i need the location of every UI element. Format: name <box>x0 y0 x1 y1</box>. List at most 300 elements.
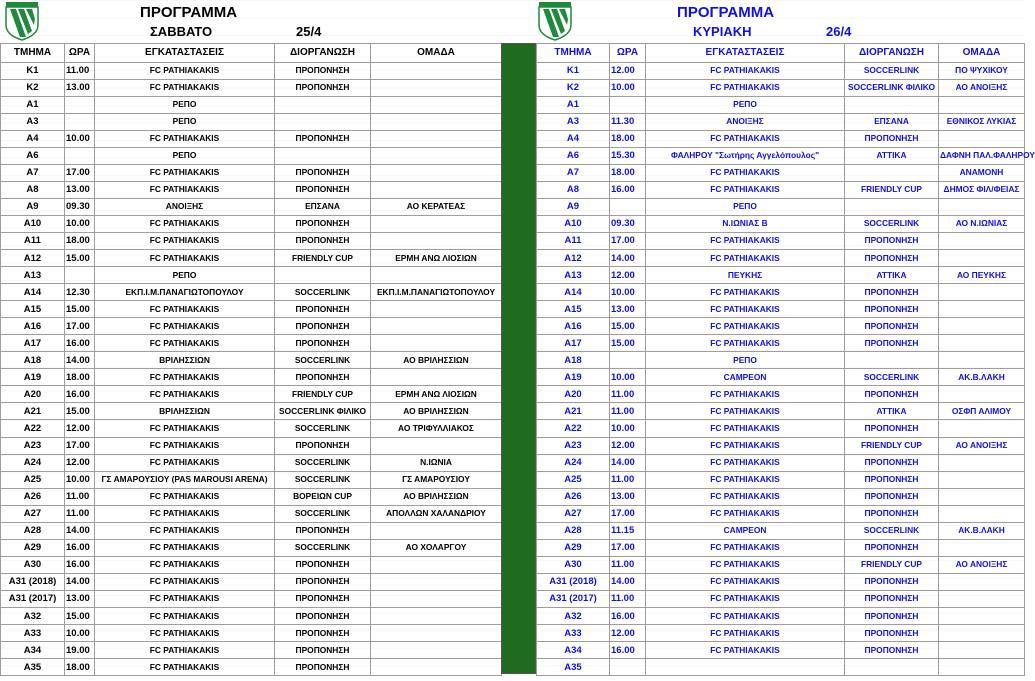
table-row <box>1 625 502 642</box>
competition-cell: ΒΟΡΕΙΩΝ CUP <box>275 488 371 505</box>
venue-cell: ΡΕΠΟ <box>646 96 845 113</box>
table-row <box>1 420 502 437</box>
venue-cell: FC ΡΑΤΗΙΑΚΑΚΙS <box>646 573 845 590</box>
header-cell: ΔΙΟΡΓΑΝΩΣΗ <box>275 44 371 63</box>
table-row <box>537 198 1025 215</box>
time-cell: 12.00 <box>65 454 95 471</box>
competition-cell: SOCCERLINK <box>845 369 939 386</box>
venue-cell: FC ΡΑΤΗΙΑΚΑΚΙS <box>646 471 845 488</box>
competition-cell: ΠΡΟΠΟΝΗΣΗ <box>275 625 371 642</box>
competition-cell: ΠΡΟΠΟΝΗΣΗ <box>845 454 939 471</box>
header-cell: ΩΡΑ <box>65 44 95 63</box>
table-row <box>1 556 502 573</box>
venue-cell: FC ΡΑΤΗΙΑΚΑΚΙS <box>95 437 275 454</box>
table-row <box>1 659 502 676</box>
venue-cell: FC ΡΑΤΗΙΑΚΑΚΙS <box>95 62 275 79</box>
header-cell: ΩΡΑ <box>610 44 646 63</box>
time-cell: 14.00 <box>65 573 95 590</box>
time-cell: 17.00 <box>65 437 95 454</box>
venue-cell: FC ΡΑΤΗΙΑΚΑΚΙS <box>95 659 275 676</box>
table-row <box>537 113 1025 130</box>
competition-cell: ΠΡΟΠΟΝΗΣΗ <box>845 590 939 607</box>
competition-cell <box>845 198 939 215</box>
table-row <box>1 403 502 420</box>
venue-cell: ΡΕΠΟ <box>95 96 275 113</box>
competition-cell: ΠΡΟΠΟΝΗΣΗ <box>275 181 371 198</box>
time-cell: 17.00 <box>610 539 646 556</box>
opponent-cell <box>371 625 502 642</box>
competition-cell: SOCCERLINK ΦΙΛΙΚΟ <box>845 79 939 96</box>
time-cell: 11.00 <box>610 386 646 403</box>
opponent-cell <box>939 198 1025 215</box>
venue-cell: FC ΡΑΤΗΙΑΚΑΚΙS <box>646 403 845 420</box>
opponent-cell <box>371 130 502 147</box>
team-cell: A18 <box>537 352 610 369</box>
team-cell: A19 <box>537 369 610 386</box>
competition-cell <box>845 96 939 113</box>
opponent-cell <box>371 232 502 249</box>
opponent-cell: ΑΟ ΒΡΙΛΗΣΣΙΩΝ <box>371 403 502 420</box>
competition-cell: ΠΡΟΠΟΝΗΣΗ <box>275 318 371 335</box>
venue-cell: FC ΡΑΤΗΙΑΚΑΚΙS <box>646 590 845 607</box>
opponent-cell <box>939 386 1025 403</box>
competition-cell: ΠΡΟΠΟΝΗΣΗ <box>275 301 371 318</box>
venue-cell: FC ΡΑΤΗΙΑΚΑΚΙS <box>646 335 845 352</box>
team-cell: K1 <box>537 62 610 79</box>
venue-cell <box>646 659 845 676</box>
opponent-cell <box>371 215 502 232</box>
table-row <box>537 301 1025 318</box>
opponent-cell <box>939 454 1025 471</box>
venue-cell: FC ΡΑΤΗΙΑΚΑΚΙS <box>95 130 275 147</box>
venue-cell: ΑΝΟΙΞΗΣ <box>95 198 275 215</box>
team-cell: A29 <box>537 539 610 556</box>
venue-cell: FC ΡΑΤΗΙΑΚΑΚΙS <box>95 215 275 232</box>
time-cell <box>610 198 646 215</box>
competition-cell: ΠΡΟΠΟΝΗΣΗ <box>845 232 939 249</box>
venue-cell: FC ΡΑΤΗΙΑΚΑΚΙS <box>95 556 275 573</box>
opponent-cell: ΔΑΦΝΗ ΠΑΛ.ΦΑΛΗΡΟΥ <box>939 147 1025 164</box>
time-cell <box>65 96 95 113</box>
team-cell: A34 <box>537 642 610 659</box>
table-header-row <box>537 44 1025 63</box>
table-row <box>537 130 1025 147</box>
venue-cell: ΒΡΙΛΗΣΣΙΩΝ <box>95 403 275 420</box>
venue-cell: ΡΕΠΟ <box>95 147 275 164</box>
opponent-cell: ΑΟ ΒΡΙΛΗΣΣΙΩΝ <box>371 352 502 369</box>
table-row <box>1 573 502 590</box>
opponent-cell <box>371 573 502 590</box>
time-cell: 11.30 <box>610 113 646 130</box>
competition-cell <box>275 113 371 130</box>
team-cell: A15 <box>1 301 65 318</box>
competition-cell: ΠΡΟΠΟΝΗΣΗ <box>275 130 371 147</box>
competition-cell: ΠΡΟΠΟΝΗΣΗ <box>275 164 371 181</box>
team-cell: A21 <box>1 403 65 420</box>
venue-cell: FC ΡΑΤΗΙΑΚΑΚΙS <box>95 488 275 505</box>
venue-cell: FC ΡΑΤΗΙΑΚΑΚΙS <box>95 335 275 352</box>
opponent-cell: ΕΡΜΗ ΑΝΩ ΛΙΟΣΙΩΝ <box>371 386 502 403</box>
time-cell: 17.00 <box>65 164 95 181</box>
venue-cell: FC ΡΑΤΗΙΑΚΑΚΙS <box>95 386 275 403</box>
venue-cell: FC ΡΑΤΗΙΑΚΑΚΙS <box>95 522 275 539</box>
team-cell: A13 <box>537 267 610 284</box>
opponent-cell: Ν.ΙΩΝΙΑ <box>371 454 502 471</box>
team-cell: A6 <box>1 147 65 164</box>
team-cell: A19 <box>1 369 65 386</box>
table-row <box>537 608 1025 625</box>
team-cell: A15 <box>537 301 610 318</box>
opponent-cell <box>939 590 1025 607</box>
opponent-cell: ΕΘΝΙΚΟΣ ΛΥΚΙΑΣ <box>939 113 1025 130</box>
opponent-cell <box>939 471 1025 488</box>
table-row <box>1 79 502 96</box>
table-row <box>537 642 1025 659</box>
competition-cell: ΠΡΟΠΟΝΗΣΗ <box>845 250 939 267</box>
time-cell: 18.00 <box>610 164 646 181</box>
team-cell: A11 <box>537 232 610 249</box>
team-cell: A1 <box>1 96 65 113</box>
team-cell: A28 <box>1 522 65 539</box>
table-row <box>1 284 502 301</box>
table-row <box>1 488 502 505</box>
opponent-cell <box>939 625 1025 642</box>
venue-cell: FC ΡΑΤΗΙΑΚΑΚΙS <box>95 369 275 386</box>
competition-cell <box>845 164 939 181</box>
table-row <box>537 522 1025 539</box>
time-cell: 10.00 <box>610 284 646 301</box>
team-cell: A31 (2017) <box>537 590 610 607</box>
competition-cell <box>845 659 939 676</box>
time-cell: 13.00 <box>610 301 646 318</box>
table-row <box>537 539 1025 556</box>
team-cell: A8 <box>537 181 610 198</box>
club-crest-icon <box>4 1 40 41</box>
team-cell: A32 <box>537 608 610 625</box>
table-row <box>537 335 1025 352</box>
team-cell: A7 <box>1 164 65 181</box>
time-cell: 16.00 <box>610 608 646 625</box>
saturday-title: ΠΡΟΓΡΑΜΜΑ <box>140 4 238 21</box>
venue-cell: FC ΡΑΤΗΙΑΚΑΚΙS <box>95 301 275 318</box>
competition-cell: ΠΡΟΠΟΝΗΣΗ <box>275 79 371 96</box>
table-row <box>537 352 1025 369</box>
team-cell: A13 <box>1 267 65 284</box>
competition-cell: SOCCERLINK <box>845 62 939 79</box>
opponent-cell: ΑΝΑΜΟΝΗ <box>939 164 1025 181</box>
opponent-cell <box>371 608 502 625</box>
sunday-day: ΚΥΡΙΑΚΗ <box>693 24 752 39</box>
team-cell: A6 <box>537 147 610 164</box>
table-row <box>1 437 502 454</box>
time-cell: 15.00 <box>65 250 95 267</box>
time-cell: 10.00 <box>610 369 646 386</box>
opponent-cell: ΠΟ ΨΥΧΙΚΟΥ <box>939 62 1025 79</box>
team-cell: A27 <box>1 505 65 522</box>
venue-cell: ΡΕΠΟ <box>95 113 275 130</box>
competition-cell: ΑΤΤΙΚΑ <box>845 403 939 420</box>
opponent-cell <box>939 318 1025 335</box>
competition-cell: ΠΡΟΠΟΝΗΣΗ <box>275 642 371 659</box>
table-row <box>537 318 1025 335</box>
competition-cell: ΠΡΟΠΟΝΗΣΗ <box>275 62 371 79</box>
table-row <box>537 267 1025 284</box>
table-row <box>537 369 1025 386</box>
opponent-cell <box>371 96 502 113</box>
table-row <box>1 471 502 488</box>
time-cell: 19.00 <box>65 642 95 659</box>
opponent-cell <box>371 267 502 284</box>
venue-cell: FC ΡΑΤΗΙΑΚΑΚΙS <box>95 625 275 642</box>
header-cell: ΕΓΚΑΤΑΣΤΑΣΕΙΣ <box>95 44 275 63</box>
team-cell: A24 <box>1 454 65 471</box>
venue-cell: FC ΡΑΤΗΙΑΚΑΚΙS <box>95 250 275 267</box>
time-cell: 11.00 <box>65 62 95 79</box>
table-row <box>1 590 502 607</box>
competition-cell: SOCCERLINK <box>275 454 371 471</box>
team-cell: A14 <box>1 284 65 301</box>
competition-cell: ΠΡΟΠΟΝΗΣΗ <box>845 625 939 642</box>
competition-cell: FRIENDLY CUP <box>845 437 939 454</box>
table-row <box>537 556 1025 573</box>
team-cell: A31 (2018) <box>537 573 610 590</box>
team-cell: A4 <box>537 130 610 147</box>
time-cell: 15.00 <box>65 608 95 625</box>
table-row <box>1 181 502 198</box>
team-cell: A26 <box>1 488 65 505</box>
opponent-cell <box>371 522 502 539</box>
saturday-day: ΣΑΒΒΑΤΟ <box>150 24 213 39</box>
opponent-cell <box>371 113 502 130</box>
team-cell: A10 <box>1 215 65 232</box>
competition-cell: ΑΤΤΙΚΑ <box>845 267 939 284</box>
time-cell: 14.00 <box>610 454 646 471</box>
time-cell: 13.00 <box>65 79 95 96</box>
competition-cell: ΠΡΟΠΟΝΗΣΗ <box>845 573 939 590</box>
venue-cell: FC ΡΑΤΗΙΑΚΑΚΙS <box>646 539 845 556</box>
time-cell: 18.00 <box>610 130 646 147</box>
team-cell: A27 <box>537 505 610 522</box>
table-row <box>537 625 1025 642</box>
team-cell: A32 <box>1 608 65 625</box>
time-cell: 18.00 <box>65 232 95 249</box>
time-cell: 18.00 <box>65 659 95 676</box>
time-cell: 13.00 <box>65 181 95 198</box>
time-cell: 13.00 <box>610 488 646 505</box>
venue-cell: ΡΕΠΟ <box>646 198 845 215</box>
opponent-cell: ΑΟ ΒΡΙΛΗΣΣΙΩΝ <box>371 488 502 505</box>
table-row <box>1 113 502 130</box>
venue-cell: ΑΝΟΙΞΗΣ <box>646 113 845 130</box>
table-row <box>1 267 502 284</box>
team-cell: A22 <box>537 420 610 437</box>
venue-cell: FC ΡΑΤΗΙΑΚΑΚΙS <box>646 608 845 625</box>
venue-cell: FC ΡΑΤΗΙΑΚΑΚΙS <box>646 62 845 79</box>
venue-cell: FC ΡΑΤΗΙΑΚΑΚΙS <box>646 505 845 522</box>
time-cell: 11.00 <box>610 403 646 420</box>
opponent-cell <box>939 539 1025 556</box>
time-cell: 12.30 <box>65 284 95 301</box>
competition-cell: ΠΡΟΠΟΝΗΣΗ <box>275 437 371 454</box>
venue-cell: FC ΡΑΤΗΙΑΚΑΚΙS <box>95 573 275 590</box>
table-row <box>537 471 1025 488</box>
competition-cell: ΠΡΟΠΟΝΗΣΗ <box>275 522 371 539</box>
venue-cell: FC ΡΑΤΗΙΑΚΑΚΙS <box>646 79 845 96</box>
competition-cell <box>275 147 371 164</box>
opponent-cell <box>371 556 502 573</box>
competition-cell: ΠΡΟΠΟΝΗΣΗ <box>275 369 371 386</box>
competition-cell: ΠΡΟΠΟΝΗΣΗ <box>275 590 371 607</box>
venue-cell: FC ΡΑΤΗΙΑΚΑΚΙS <box>95 181 275 198</box>
competition-cell: SOCCERLINK <box>845 522 939 539</box>
opponent-cell <box>371 369 502 386</box>
team-cell: A33 <box>1 625 65 642</box>
opponent-cell <box>371 301 502 318</box>
table-row <box>1 62 502 79</box>
table-row <box>1 198 502 215</box>
table-row <box>537 420 1025 437</box>
team-cell: A35 <box>1 659 65 676</box>
time-cell: 11.15 <box>610 522 646 539</box>
time-cell: 14.00 <box>610 250 646 267</box>
time-cell: 10.00 <box>65 130 95 147</box>
team-cell: A14 <box>537 284 610 301</box>
venue-cell: Ν.ΙΩΝΙΑΣ Β <box>646 215 845 232</box>
venue-cell: FC ΡΑΤΗΙΑΚΑΚΙS <box>646 437 845 454</box>
time-cell: 16.00 <box>65 539 95 556</box>
team-cell: A11 <box>1 232 65 249</box>
competition-cell: ΠΡΟΠΟΝΗΣΗ <box>275 335 371 352</box>
table-row <box>537 573 1025 590</box>
table-row <box>1 386 502 403</box>
opponent-cell <box>939 505 1025 522</box>
saturday-schedule-table <box>0 43 502 676</box>
time-cell: 17.00 <box>610 505 646 522</box>
header-cell: ΤΜΗΜΑ <box>537 44 610 63</box>
time-cell: 12.00 <box>610 267 646 284</box>
time-cell: 12.00 <box>610 62 646 79</box>
team-cell: A31 (2017) <box>1 590 65 607</box>
venue-cell: FC ΡΑΤΗΙΑΚΑΚΙS <box>646 556 845 573</box>
competition-cell: ΠΡΟΠΟΝΗΣΗ <box>275 556 371 573</box>
venue-cell: FC ΡΑΤΗΙΑΚΑΚΙS <box>95 79 275 96</box>
competition-cell: ΠΡΟΠΟΝΗΣΗ <box>845 642 939 659</box>
venue-cell: FC ΡΑΤΗΙΑΚΑΚΙS <box>646 284 845 301</box>
opponent-cell <box>939 250 1025 267</box>
time-cell: 17.00 <box>65 318 95 335</box>
table-row <box>537 164 1025 181</box>
opponent-cell: ΑΟ ΤΡΙΦΥΛΛΙΑΚΟΣ <box>371 420 502 437</box>
time-cell: 11.00 <box>65 505 95 522</box>
opponent-cell: ΑΠΟΛΛΩΝ ΧΑΛΑΝΔΡΙΟΥ <box>371 505 502 522</box>
time-cell: 14.00 <box>610 573 646 590</box>
competition-cell: FRIENDLY CUP <box>845 556 939 573</box>
competition-cell: ΠΡΟΠΟΝΗΣΗ <box>845 488 939 505</box>
opponent-cell: ΔΗΜΟΣ ΦΙΛ/ΦΕΙΑΣ <box>939 181 1025 198</box>
opponent-cell <box>371 335 502 352</box>
time-cell: 12.00 <box>65 420 95 437</box>
opponent-cell <box>939 488 1025 505</box>
venue-cell: FC ΡΑΤΗΙΑΚΑΚΙS <box>646 318 845 335</box>
venue-cell: FC ΡΑΤΗΙΑΚΑΚΙS <box>646 642 845 659</box>
sunday-title: ΠΡΟΓΡΑΜΜΑ <box>677 4 775 21</box>
venue-cell: FC ΡΑΤΗΙΑΚΑΚΙS <box>646 164 845 181</box>
team-cell: A7 <box>537 164 610 181</box>
team-cell: A30 <box>1 556 65 573</box>
opponent-cell <box>371 79 502 96</box>
table-row <box>1 130 502 147</box>
team-cell: A20 <box>537 386 610 403</box>
time-cell: 16.00 <box>610 181 646 198</box>
sunday-date: 26/4 <box>826 24 852 39</box>
table-header-row <box>1 44 502 63</box>
team-cell: A12 <box>537 250 610 267</box>
time-cell: 16.00 <box>65 386 95 403</box>
competition-cell: SOCCERLINK <box>275 352 371 369</box>
team-cell: A33 <box>537 625 610 642</box>
sunday-schedule-table <box>536 43 1035 676</box>
opponent-cell: ΕΚΠ.Ι.Μ.ΠΑΝΑΓΙΩΤΟΠΟΥΛΟΥ <box>371 284 502 301</box>
competition-cell: ΕΠΣΑΝΑ <box>275 198 371 215</box>
competition-cell: ΠΡΟΠΟΝΗΣΗ <box>275 608 371 625</box>
time-cell: 14.00 <box>65 352 95 369</box>
competition-cell <box>845 352 939 369</box>
table-row <box>537 659 1025 676</box>
header-cell: ΔΙΟΡΓΑΝΩΣΗ <box>845 44 939 63</box>
opponent-cell: ΕΡΜΗ ΑΝΩ ΛΙΟΣΙΩΝ <box>371 250 502 267</box>
time-cell: 16.00 <box>65 556 95 573</box>
venue-cell: FC ΡΑΤΗΙΑΚΑΚΙS <box>95 505 275 522</box>
time-cell: 09.30 <box>65 198 95 215</box>
venue-cell: ΡΕΠΟ <box>646 352 845 369</box>
team-cell: A9 <box>537 198 610 215</box>
competition-cell: SOCCERLINK <box>275 505 371 522</box>
opponent-cell <box>939 335 1025 352</box>
team-cell: A25 <box>537 471 610 488</box>
venue-cell: FC ΡΑΤΗΙΑΚΑΚΙS <box>646 386 845 403</box>
table-row <box>1 642 502 659</box>
team-cell: A22 <box>1 420 65 437</box>
time-cell: 11.00 <box>610 556 646 573</box>
competition-cell: ΠΡΟΠΟΝΗΣΗ <box>845 335 939 352</box>
opponent-cell <box>939 573 1025 590</box>
team-cell: A23 <box>1 437 65 454</box>
competition-cell: FRIENDLY CUP <box>845 181 939 198</box>
opponent-cell <box>371 181 502 198</box>
table-row <box>537 590 1025 607</box>
team-cell: K1 <box>1 62 65 79</box>
team-cell: K2 <box>537 79 610 96</box>
opponent-cell <box>371 590 502 607</box>
competition-cell: FRIENDLY CUP <box>275 386 371 403</box>
time-cell: 11.00 <box>610 471 646 488</box>
team-cell: A30 <box>537 556 610 573</box>
venue-cell: FC ΡΑΤΗΙΑΚΑΚΙS <box>95 539 275 556</box>
time-cell: 10.00 <box>610 79 646 96</box>
venue-cell: FC ΡΑΤΗΙΑΚΑΚΙS <box>646 301 845 318</box>
team-cell: A24 <box>537 454 610 471</box>
team-cell: A23 <box>537 437 610 454</box>
time-cell: 10.00 <box>65 215 95 232</box>
competition-cell: FRIENDLY CUP <box>275 250 371 267</box>
venue-cell: ΦΑΛΗΡΟΥ "Σωτήρης Αγγελόπουλος" <box>646 147 845 164</box>
opponent-cell <box>939 130 1025 147</box>
opponent-cell <box>939 352 1025 369</box>
team-cell: A16 <box>1 318 65 335</box>
opponent-cell <box>939 284 1025 301</box>
venue-cell: ΒΡΙΛΗΣΣΙΩΝ <box>95 352 275 369</box>
competition-cell: ΠΡΟΠΟΝΗΣΗ <box>845 301 939 318</box>
